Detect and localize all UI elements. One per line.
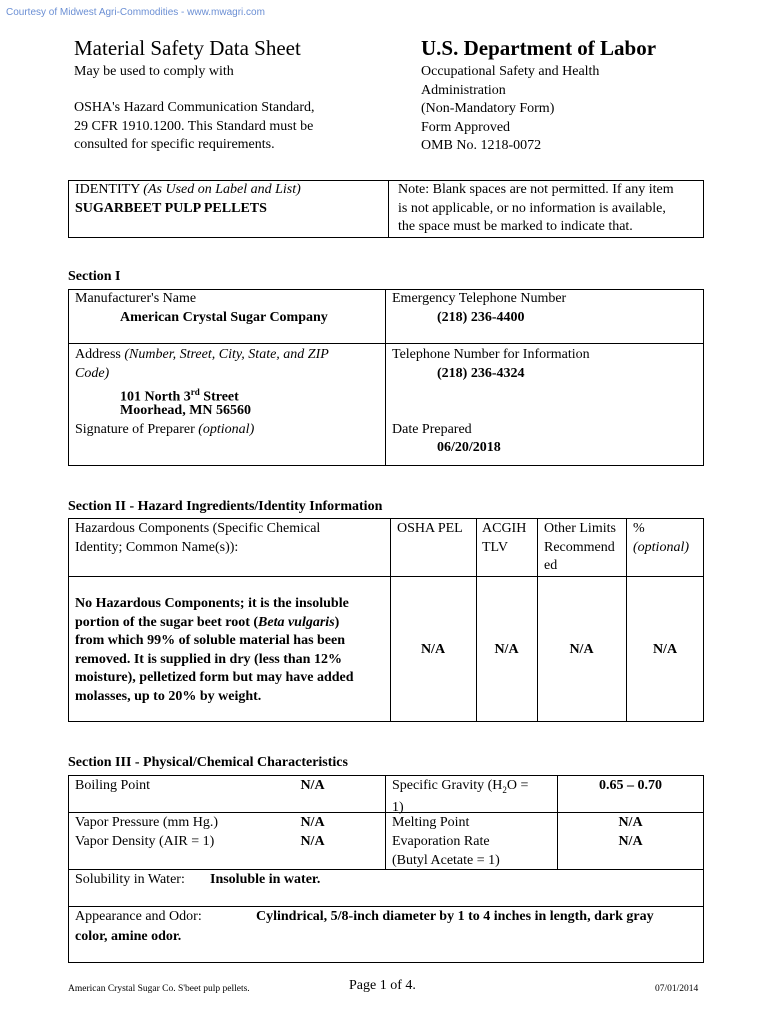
date-prepared-label: Date Prepared	[392, 422, 472, 437]
signature-label: Signature of Preparer	[75, 422, 195, 437]
specific-gravity-value: 0.65 – 0.70	[599, 778, 662, 793]
vapor-density-label: Vapor Density (AIR = 1)	[75, 834, 215, 849]
footer-left: American Crystal Sugar Co. S'beet pulp pellets.	[68, 984, 250, 994]
identity-note	[398, 181, 674, 237]
identity-label: IDENTITY	[75, 182, 140, 197]
osha-standard-text	[74, 99, 314, 155]
dept-line: Form Approved	[421, 119, 511, 135]
hazardous-components-text: No Hazardous Components; it is the insoluble portion of the sugar beet root (Beta vulgaris) from which 99% of soluble material has been removed. It is supplied in dry (less than 12% moisture), pelletized form but may have added molasses, up to 20% by weight.	[75, 596, 354, 704]
vapor-pressure-value: N/A	[300, 815, 325, 830]
evaporation-rate-label: Evaporation Rate (Butyl Acetate = 1)	[392, 834, 500, 868]
specific-gravity-label: Specific Gravity ($H_2O$ = 1)	[392, 778, 529, 816]
other-limits-header: Other Limits Recommend ed	[544, 521, 616, 573]
dept-line: Occupational Safety and Health	[421, 64, 600, 79]
date-prepared-value: 06/20/2018	[437, 440, 501, 455]
osha-pel-header: OSHA PEL	[397, 521, 463, 536]
solubility-label: Solubility in Water:	[75, 872, 185, 887]
identity-value: SUGARBEET PULP PELLETS	[75, 201, 267, 216]
acgih-tlv-header: ACGIH TLV	[482, 521, 527, 555]
osha-line: OSHA's Hazard Communication Standard,	[74, 100, 315, 115]
section3-heading: Section III - Physical/Chemical Characteristics	[68, 755, 348, 770]
address-label-block	[75, 346, 380, 383]
identity-label-note: (As Used on Label and List)	[143, 182, 301, 197]
manufacturer-value: American Crystal Sugar Company	[120, 310, 328, 325]
address-label-note-2: Code)	[75, 365, 110, 381]
percent-value: N/A	[652, 642, 678, 657]
boiling-point-value: N/A	[300, 778, 325, 793]
footer-page-number: Page 1 of 4.	[349, 978, 416, 993]
address-label: Address	[75, 347, 121, 362]
address-label-note: (Number, Street, City, State, and ZIP	[124, 347, 329, 362]
dept-line: (Non-Mandatory Form)	[421, 101, 555, 116]
address-line-2: Moorhead, MN 56560	[120, 403, 252, 418]
other-limits-value: N/A	[569, 642, 594, 657]
department-title: U.S. Department of Labor	[421, 36, 657, 60]
melting-point-value: N/A	[618, 815, 643, 830]
courtesy-line: Courtesy of Midwest Agri-Commodities - www.mwagri.com	[6, 7, 265, 18]
osha-line: consulted for specific requirements.	[74, 137, 275, 152]
components-header: Hazardous Components (Specific Chemical Identity; Common Name(s)):	[75, 521, 321, 555]
info-phone-label: Telephone Number for Information	[392, 347, 590, 362]
note-line: the space must be marked to indicate that.	[398, 219, 633, 234]
vapor-pressure-label: Vapor Pressure (mm Hg.)	[75, 815, 219, 830]
footer-date: 07/01/2014	[655, 984, 699, 994]
appearance-label: Appearance and Odor:	[75, 909, 202, 924]
note-line: is not applicable, or no information is available,	[398, 200, 666, 216]
dept-line: Administration	[421, 82, 506, 98]
appearance-value-2: color, amine odor.	[75, 929, 182, 944]
note-line: Note: Blank spaces are not permitted. If any item	[398, 182, 674, 197]
solubility-value: Insoluble in water.	[210, 872, 321, 887]
dept-line: OMB No. 1218-0072	[421, 138, 542, 153]
melting-point-label: Melting Point	[392, 815, 470, 830]
boiling-point-label: Boiling Point	[75, 778, 151, 793]
department-details	[421, 63, 599, 156]
header-subtitle: May be used to comply with	[74, 64, 234, 79]
identity-label-row	[75, 181, 301, 200]
emergency-phone-value: (218) 236-4400	[437, 310, 525, 325]
signature-note: (optional)	[198, 422, 255, 437]
emergency-phone-label: Emergency Telephone Number	[392, 291, 567, 306]
vapor-density-value: N/A	[300, 834, 325, 849]
section1-heading: Section I	[68, 269, 121, 284]
section2-heading: Section II - Hazard Ingredients/Identity Information	[68, 499, 383, 514]
appearance-value-1: Cylindrical, 5/8-inch diameter by 1 to 4 inches in length, dark gray	[256, 909, 654, 924]
evaporation-rate-value: N/A	[618, 834, 643, 849]
address-line-1: 101 North 3rd Street	[120, 387, 239, 405]
percent-header: % (optional)	[633, 521, 689, 555]
manufacturer-label: Manufacturer's Name	[75, 291, 197, 306]
signature-row	[75, 421, 254, 440]
osha-pel-value: N/A	[420, 642, 446, 657]
osha-line: 29 CFR 1910.1200. This Standard must be	[74, 118, 314, 134]
species-name: Beta vulgaris	[258, 614, 335, 630]
document-title: Material Safety Data Sheet	[74, 36, 301, 60]
info-phone-value: (218) 236-4324	[437, 366, 525, 381]
acgih-tlv-value: N/A	[494, 642, 519, 657]
